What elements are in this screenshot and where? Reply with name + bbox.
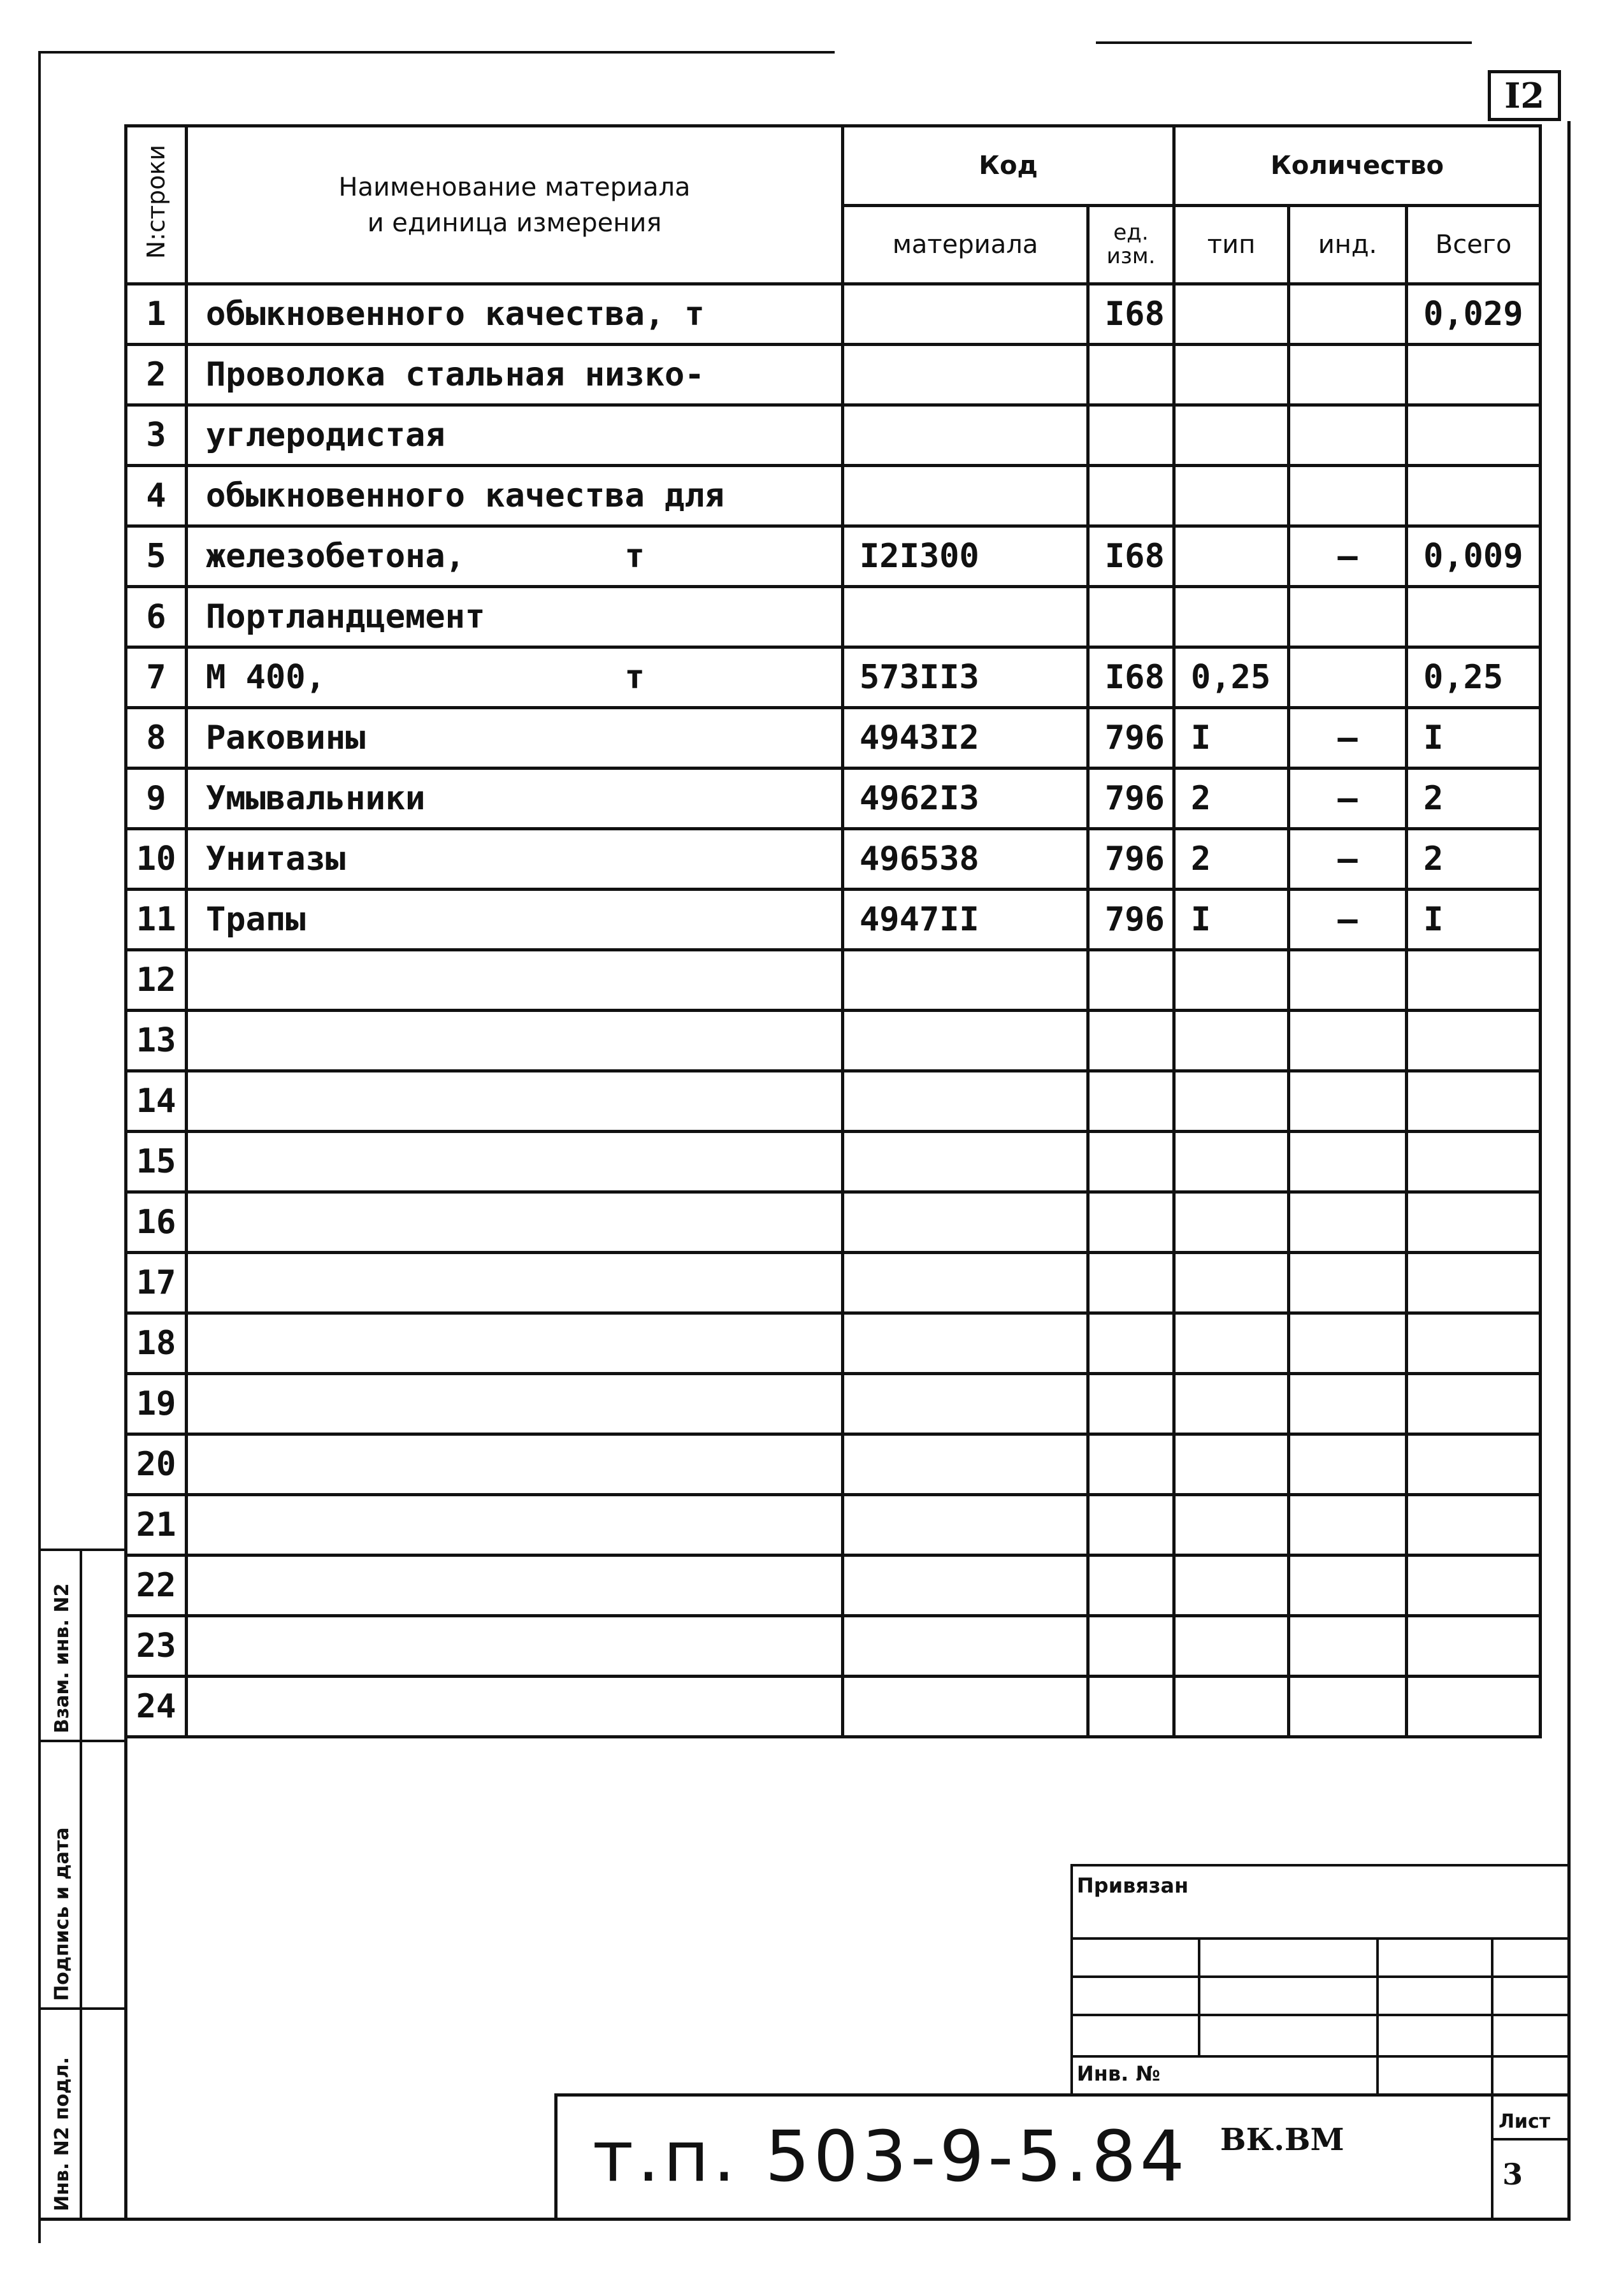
material-code-cell (843, 1071, 1088, 1132)
material-code-cell (843, 405, 1088, 466)
ind-quantity-cell (1289, 1434, 1407, 1495)
unit-cell: 796 (1088, 708, 1174, 769)
side-label-signature-date: Подпись и дата (51, 1827, 73, 2001)
total-quantity-cell (1407, 1071, 1541, 1132)
ind-quantity-cell (1289, 950, 1407, 1011)
total-quantity-cell (1407, 1374, 1541, 1434)
stamp-left-line (1070, 1864, 1073, 2093)
total-quantity-cell: 2 (1407, 769, 1541, 829)
side-box-inner (80, 1549, 82, 2218)
ind-quantity-cell (1289, 1374, 1407, 1434)
total-quantity-cell: 0,25 (1407, 647, 1541, 708)
unit-cell (1088, 1192, 1174, 1253)
ind-quantity-cell (1289, 1677, 1407, 1737)
material-code-cell: 4947II (843, 890, 1088, 950)
header-row-number-label: N:строки (142, 144, 170, 259)
table-row (126, 1677, 1541, 1737)
type-quantity-cell (1174, 1495, 1289, 1556)
stamp-col2 (1376, 1937, 1379, 2093)
frame-left-line (38, 51, 41, 2243)
unit-cell: I68 (1088, 284, 1174, 345)
total-quantity-cell: 0,009 (1407, 526, 1541, 587)
type-quantity-cell (1174, 1011, 1289, 1071)
material-code-cell (843, 1313, 1088, 1374)
sheet-number: I2 (1488, 70, 1561, 121)
row-number-cell: 3 (126, 405, 187, 466)
material-code-cell (843, 1011, 1088, 1071)
total-quantity-cell (1407, 1253, 1541, 1313)
ind-quantity-cell (1289, 1616, 1407, 1677)
total-quantity-cell (1407, 950, 1541, 1011)
unit-cell (1088, 1011, 1174, 1071)
material-code-cell (843, 1616, 1088, 1677)
unit-cell: 796 (1088, 829, 1174, 890)
material-name-cell: Унитазы (187, 829, 843, 890)
header-total: Всего (1407, 206, 1541, 284)
ind-quantity-cell (1289, 284, 1407, 345)
type-quantity-cell (1174, 284, 1289, 345)
title-left-line (554, 2093, 558, 2218)
material-code-cell (843, 587, 1088, 647)
unit-cell (1088, 1556, 1174, 1616)
total-quantity-cell: I (1407, 890, 1541, 950)
ind-quantity-cell: – (1289, 769, 1407, 829)
stamp-col3 (1491, 1937, 1493, 2218)
unit-cell (1088, 1495, 1174, 1556)
table-row (126, 1011, 1541, 1071)
total-quantity-cell (1407, 1434, 1541, 1495)
material-name-cell: обыкновенного качества, т (187, 284, 843, 345)
material-code-cell (843, 1192, 1088, 1253)
row-number-cell: 19 (126, 1374, 187, 1434)
ind-quantity-cell (1289, 1011, 1407, 1071)
header-name-line1: Наименование материала (338, 172, 691, 202)
stamp-row1 (1070, 1937, 1571, 1940)
ind-quantity-cell (1289, 1192, 1407, 1253)
type-quantity-cell (1174, 405, 1289, 466)
material-name-cell: М 400, т (187, 647, 843, 708)
row-number-cell: 9 (126, 769, 187, 829)
title-top-line (554, 2093, 1571, 2097)
stamp-row3 (1070, 2014, 1571, 2016)
total-quantity-cell (1407, 1011, 1541, 1071)
table-row (126, 1132, 1541, 1192)
row-number-cell: 15 (126, 1132, 187, 1192)
unit-cell (1088, 1374, 1174, 1434)
material-name-cell (187, 1677, 843, 1737)
side-label-replace-inv: Взам. инв. N2 (51, 1583, 73, 1733)
material-name-cell (187, 1616, 843, 1677)
total-quantity-cell (1407, 1616, 1541, 1677)
row-number-cell: 22 (126, 1556, 187, 1616)
material-code-cell (843, 1253, 1088, 1313)
type-quantity-cell (1174, 526, 1289, 587)
total-quantity-cell (1407, 1495, 1541, 1556)
header-name (187, 126, 843, 284)
type-quantity-cell: 2 (1174, 829, 1289, 890)
unit-cell (1088, 1434, 1174, 1495)
table-row (126, 345, 1541, 405)
material-name-cell (187, 1313, 843, 1374)
header-code: Код (843, 126, 1174, 206)
ind-quantity-cell: – (1289, 526, 1407, 587)
row-number-cell: 23 (126, 1616, 187, 1677)
unit-cell: I68 (1088, 526, 1174, 587)
type-quantity-cell (1174, 587, 1289, 647)
unit-cell (1088, 950, 1174, 1011)
type-quantity-cell (1174, 1677, 1289, 1737)
ind-quantity-cell (1289, 647, 1407, 708)
material-name-cell (187, 1495, 843, 1556)
row-number-cell: 2 (126, 345, 187, 405)
ind-quantity-cell (1289, 587, 1407, 647)
table-row (126, 284, 1541, 345)
row-number-cell: 17 (126, 1253, 187, 1313)
row-number-cell: 16 (126, 1192, 187, 1253)
ind-quantity-cell (1289, 1253, 1407, 1313)
type-quantity-cell (1174, 1556, 1289, 1616)
ind-quantity-cell (1289, 1071, 1407, 1132)
row-number-cell: 24 (126, 1677, 187, 1737)
total-quantity-cell (1407, 1132, 1541, 1192)
material-name-cell: углеродистая (187, 405, 843, 466)
header-unit-label: ед. изм. (1106, 219, 1156, 269)
type-quantity-cell (1174, 466, 1289, 526)
ind-quantity-cell (1289, 1313, 1407, 1374)
material-code-cell (843, 1434, 1088, 1495)
row-number-cell: 10 (126, 829, 187, 890)
header-material-code: материала (843, 206, 1088, 284)
type-quantity-cell (1174, 345, 1289, 405)
list-row-line (1491, 2138, 1571, 2141)
table-row (126, 1434, 1541, 1495)
materials-table (124, 124, 1542, 1738)
ind-quantity-cell: – (1289, 890, 1407, 950)
table-row (126, 405, 1541, 466)
side-box-top (41, 1549, 127, 1551)
ind-quantity-cell (1289, 466, 1407, 526)
table-row (126, 587, 1541, 647)
material-name-cell (187, 1556, 843, 1616)
stamp-top-line (1070, 1864, 1571, 1866)
material-code-cell (843, 466, 1088, 526)
material-code-cell: 4943I2 (843, 708, 1088, 769)
unit-cell (1088, 1132, 1174, 1192)
row-number-cell: 20 (126, 1434, 187, 1495)
header-quantity: Количество (1174, 126, 1541, 206)
side-box-low (41, 2007, 127, 2010)
table-row (126, 1556, 1541, 1616)
row-number-cell: 8 (126, 708, 187, 769)
table-row (126, 1071, 1541, 1132)
type-quantity-cell: I (1174, 890, 1289, 950)
side-label-inv-no: Инв. N2 подл. (51, 2056, 73, 2211)
material-name-cell (187, 1434, 843, 1495)
material-name-cell: железобетона, т (187, 526, 843, 587)
total-quantity-cell: 2 (1407, 829, 1541, 890)
type-quantity-cell (1174, 1253, 1289, 1313)
unit-cell: 796 (1088, 769, 1174, 829)
material-code-cell (843, 1556, 1088, 1616)
document-code: ВК.ВМ (1220, 2122, 1344, 2158)
unit-cell (1088, 1677, 1174, 1737)
row-number-cell: 11 (126, 890, 187, 950)
material-code-cell: 496538 (843, 829, 1088, 890)
row-number-cell: 4 (126, 466, 187, 526)
material-name-cell: Трапы (187, 890, 843, 950)
material-name-cell: Раковины (187, 708, 843, 769)
ind-quantity-cell (1289, 405, 1407, 466)
header-row-number (126, 126, 187, 284)
material-name-cell (187, 1374, 843, 1434)
row-number-cell: 7 (126, 647, 187, 708)
material-name-cell: обыкновенного качества для (187, 466, 843, 526)
stamp-col1 (1198, 1937, 1200, 2055)
unit-cell (1088, 1071, 1174, 1132)
type-quantity-cell (1174, 950, 1289, 1011)
header-type: тип (1174, 206, 1289, 284)
table-row (126, 1253, 1541, 1313)
total-quantity-cell (1407, 1192, 1541, 1253)
table-row (126, 708, 1541, 769)
header-name-line2: и единица измерения (367, 208, 662, 238)
unit-cell: I68 (1088, 647, 1174, 708)
total-quantity-cell: 0,029 (1407, 284, 1541, 345)
material-name-cell: Умывальники (187, 769, 843, 829)
table-row (126, 526, 1541, 587)
type-quantity-cell (1174, 1192, 1289, 1253)
unit-cell (1088, 1616, 1174, 1677)
material-code-cell (843, 1677, 1088, 1737)
ind-quantity-cell (1289, 1132, 1407, 1192)
unit-cell (1088, 405, 1174, 466)
stamp-linked-label: Привязан (1077, 1874, 1189, 1898)
document-number: т.п. 503-9-5.84 (593, 2116, 1189, 2197)
table-row (126, 950, 1541, 1011)
table-row (126, 1495, 1541, 1556)
row-number-cell: 12 (126, 950, 187, 1011)
table-row (126, 1374, 1541, 1434)
table-row (126, 466, 1541, 526)
material-name-cell (187, 950, 843, 1011)
type-quantity-cell (1174, 1132, 1289, 1192)
type-quantity-cell (1174, 1434, 1289, 1495)
ind-quantity-cell (1289, 1495, 1407, 1556)
header-ind: инд. (1289, 206, 1407, 284)
side-box-mid (41, 1740, 127, 1742)
total-quantity-cell (1407, 345, 1541, 405)
unit-cell (1088, 1313, 1174, 1374)
row-number-cell: 13 (126, 1011, 187, 1071)
material-name-cell (187, 1071, 843, 1132)
frame-right-line (1567, 121, 1571, 2221)
table-row (126, 829, 1541, 890)
unit-cell: 796 (1088, 890, 1174, 950)
total-quantity-cell (1407, 587, 1541, 647)
row-number-cell: 18 (126, 1313, 187, 1374)
type-quantity-cell: I (1174, 708, 1289, 769)
stamp-row2 (1070, 1975, 1571, 1978)
frame-top-line-right (1096, 41, 1472, 44)
type-quantity-cell (1174, 1374, 1289, 1434)
unit-cell (1088, 587, 1174, 647)
table-row (126, 890, 1541, 950)
material-code-cell (843, 1495, 1088, 1556)
material-name-cell (187, 1253, 843, 1313)
material-name-cell (187, 1011, 843, 1071)
type-quantity-cell (1174, 1313, 1289, 1374)
ind-quantity-cell: – (1289, 708, 1407, 769)
total-quantity-cell (1407, 1677, 1541, 1737)
material-name-cell (187, 1192, 843, 1253)
frame-bottom-line (38, 2218, 1571, 2221)
row-number-cell: 1 (126, 284, 187, 345)
header-unit (1088, 206, 1174, 284)
unit-cell (1088, 345, 1174, 405)
material-code-cell (843, 284, 1088, 345)
table-row (126, 769, 1541, 829)
page-number: 3 (1502, 2157, 1523, 2191)
table-row (126, 647, 1541, 708)
table-row (126, 1616, 1541, 1677)
frame-top-line (38, 51, 835, 54)
type-quantity-cell (1174, 1071, 1289, 1132)
row-number-cell: 5 (126, 526, 187, 587)
ind-quantity-cell (1289, 1556, 1407, 1616)
ind-quantity-cell (1289, 345, 1407, 405)
material-code-cell (843, 345, 1088, 405)
total-quantity-cell (1407, 1556, 1541, 1616)
unit-cell (1088, 466, 1174, 526)
total-quantity-cell (1407, 1313, 1541, 1374)
type-quantity-cell: 0,25 (1174, 647, 1289, 708)
row-number-cell: 14 (126, 1071, 187, 1132)
sheet-label: Лист (1499, 2111, 1551, 2133)
material-code-cell (843, 950, 1088, 1011)
material-code-cell (843, 1374, 1088, 1434)
table-row (126, 1313, 1541, 1374)
type-quantity-cell: 2 (1174, 769, 1289, 829)
material-code-cell (843, 1132, 1088, 1192)
material-name-cell (187, 1132, 843, 1192)
ind-quantity-cell: – (1289, 829, 1407, 890)
row-number-cell: 6 (126, 587, 187, 647)
total-quantity-cell (1407, 466, 1541, 526)
material-name-cell: Портландцемент (187, 587, 843, 647)
material-code-cell: 573II3 (843, 647, 1088, 708)
total-quantity-cell (1407, 405, 1541, 466)
material-name-cell: Проволока стальная низко- (187, 345, 843, 405)
row-number-cell: 21 (126, 1495, 187, 1556)
material-code-cell: I2I300 (843, 526, 1088, 587)
total-quantity-cell: I (1407, 708, 1541, 769)
unit-cell (1088, 1253, 1174, 1313)
stamp-inv-no-label: Инв. № (1077, 2061, 1160, 2086)
material-code-cell: 4962I3 (843, 769, 1088, 829)
table-row (126, 1192, 1541, 1253)
type-quantity-cell (1174, 1616, 1289, 1677)
stamp-row4 (1070, 2055, 1571, 2058)
